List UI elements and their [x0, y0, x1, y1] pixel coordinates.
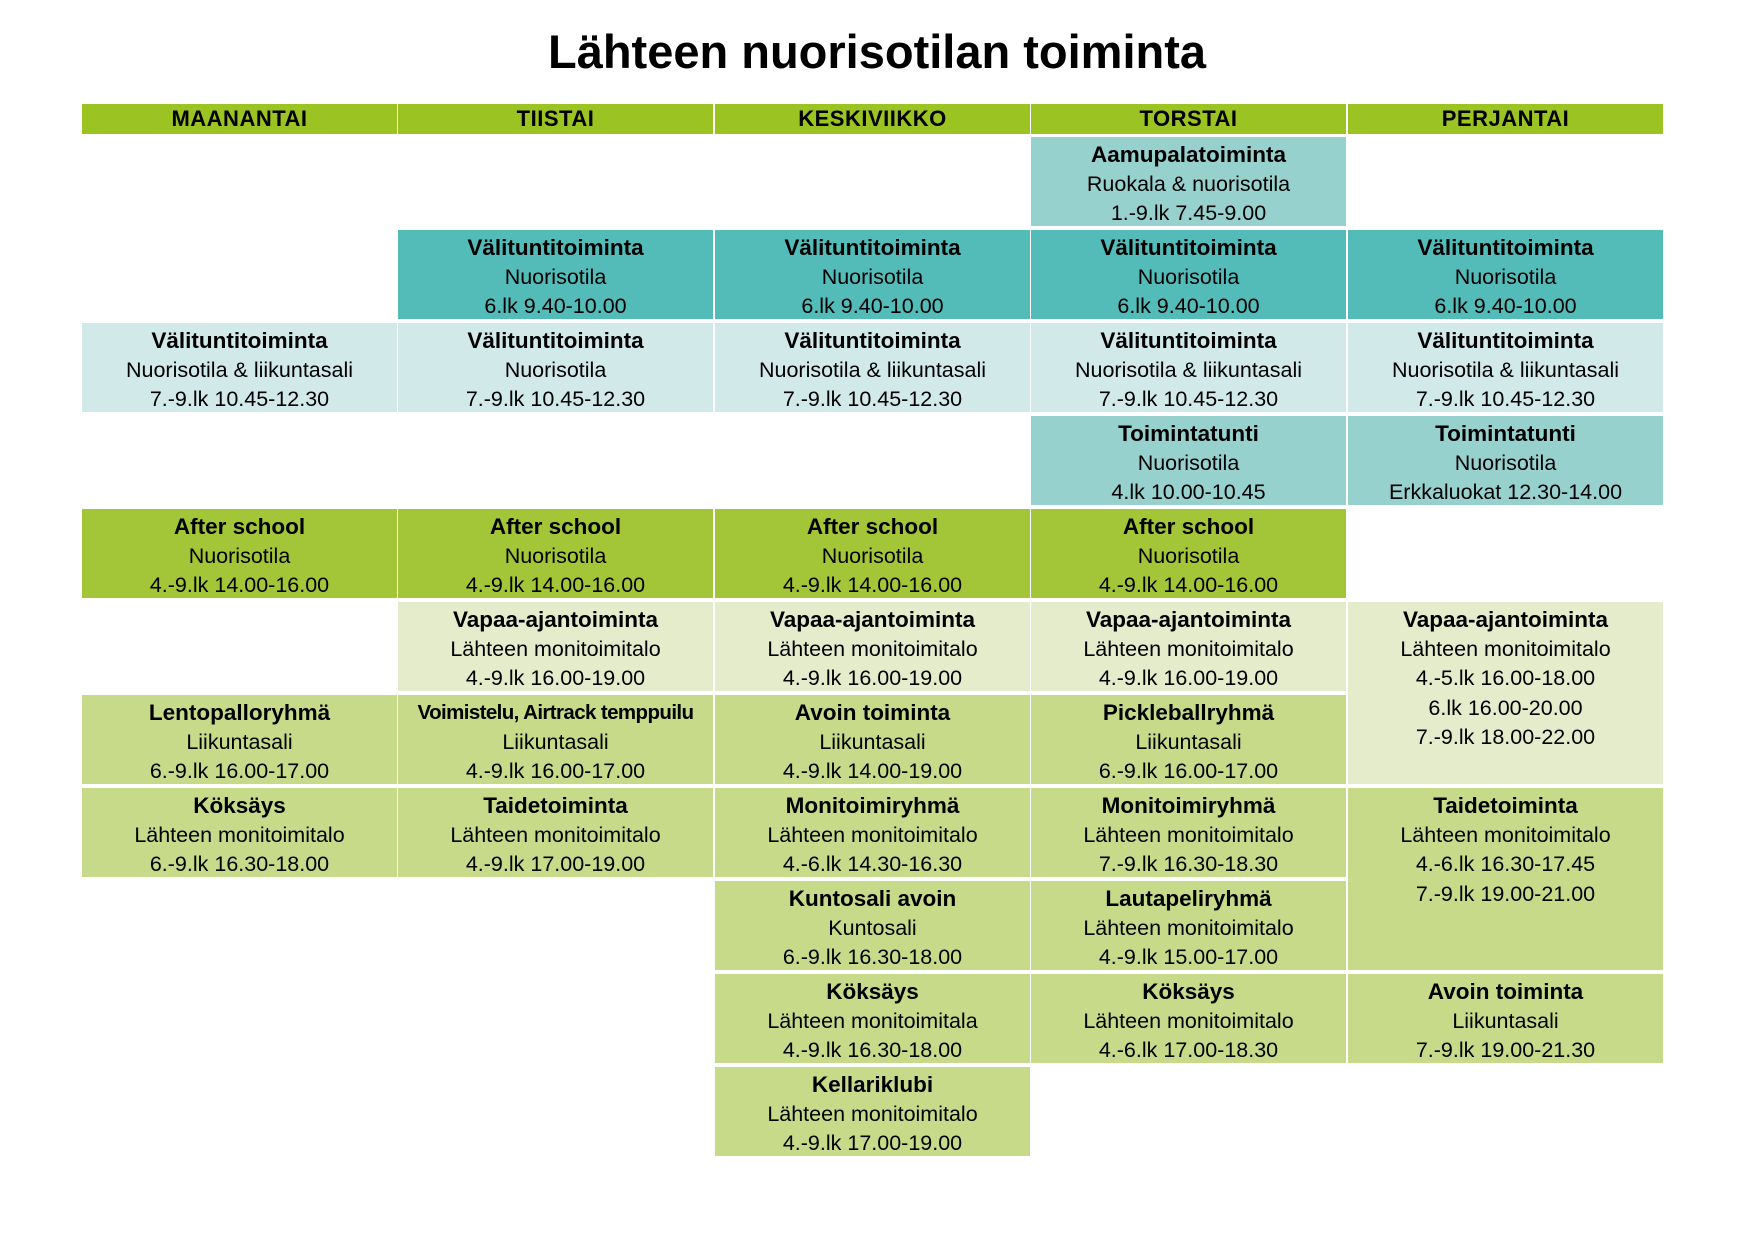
activity-location: Nuorisotila & liikuntasali — [1074, 357, 1303, 382]
activity-location: Liikuntasali — [186, 729, 293, 754]
activity-name: Välituntitoiminta — [151, 328, 328, 353]
activity-cell — [1348, 230, 1663, 319]
activity-time: 4.-9.lk 14.00-16.00 — [782, 573, 963, 597]
activity-name: Vapaa-ajantoiminta — [1085, 607, 1292, 632]
activity-time: 4.-9.lk 16.00-19.00 — [1098, 666, 1279, 690]
activity-name: Välituntitoiminta — [1417, 235, 1594, 260]
activity-location: Nuorisotila — [1137, 450, 1240, 475]
activity-name: Taidetoiminta — [483, 793, 628, 818]
activity-name: Vapaa-ajantoiminta — [1402, 607, 1609, 632]
activity-name: Köksäys — [1142, 979, 1235, 1004]
activity-cell — [715, 602, 1030, 691]
activity-location: Kuntosali — [828, 915, 917, 940]
activity-time: 4.-9.lk 15.00-17.00 — [1098, 945, 1279, 969]
activity-cell — [398, 230, 713, 319]
activity-time: 6.-9.lk 16.30-18.00 — [149, 852, 330, 876]
activity-location: Lähteen monitoimitala — [767, 1008, 978, 1033]
activity-location: Lähteen monitoimitalo — [767, 1101, 978, 1126]
activity-time: 7.-9.lk 10.45-12.30 — [1098, 387, 1279, 411]
activity-name: Välituntitoiminta — [784, 328, 961, 353]
activity-cell — [715, 509, 1030, 598]
activity-name: Vapaa-ajantoiminta — [452, 607, 659, 632]
activity-cell — [1348, 602, 1663, 784]
activity-location: Nuorisotila — [821, 543, 924, 568]
activity-time: 4.-9.lk 14.00-16.00 — [465, 573, 646, 597]
activity-time: 6.lk 9.40-10.00 — [484, 294, 627, 318]
activity-name: Taidetoiminta — [1433, 793, 1578, 818]
activity-cell — [1031, 881, 1346, 970]
activity-location: Nuorisotila & liikuntasali — [758, 357, 987, 382]
activity-name: Välituntitoiminta — [1417, 328, 1594, 353]
activity-name: Vapaa-ajantoiminta — [769, 607, 976, 632]
activity-time: 4.-9.lk 17.00-19.00 — [465, 852, 646, 876]
activity-name: Monitoimiryhmä — [785, 793, 960, 818]
activity-time: 4.-6.lk 17.00-18.30 — [1098, 1038, 1279, 1062]
activity-location: Lähteen monitoimitalo — [1400, 636, 1611, 661]
activity-location: Nuorisotila — [1137, 264, 1240, 289]
activity-name: Välituntitoiminta — [784, 235, 961, 260]
activity-name: Kellariklubi — [811, 1072, 934, 1097]
activity-time: 6.-9.lk 16.00-17.00 — [1098, 759, 1279, 783]
activity-cell — [715, 974, 1030, 1063]
activity-cell — [82, 788, 397, 877]
activity-name: Välituntitoiminta — [467, 235, 644, 260]
activity-time: 4.-9.lk 16.00-19.00 — [465, 666, 646, 690]
activity-time: 7.-9.lk 18.00-22.00 — [1415, 725, 1596, 749]
activity-time: 4.lk 10.00-10.45 — [1111, 480, 1266, 504]
activity-cell — [715, 695, 1030, 784]
activity-time: 4.-9.lk 14.00-16.00 — [149, 573, 330, 597]
day-header-maanantai: MAANANTAI — [82, 104, 397, 134]
activity-name: After school — [173, 514, 306, 539]
activity-name: Avoin toiminta — [1427, 979, 1584, 1004]
activity-location: Nuorisotila — [504, 264, 607, 289]
activity-cell — [398, 323, 713, 412]
activity-location: Lähteen monitoimitalo — [1083, 915, 1294, 940]
activity-cell — [1031, 509, 1346, 598]
activity-location: Liikuntasali — [1452, 1008, 1559, 1033]
activity-name: After school — [1122, 514, 1255, 539]
activity-name: Lentopalloryhmä — [148, 700, 331, 725]
activity-time: 4.-9.lk 17.00-19.00 — [782, 1131, 963, 1155]
activity-name: Toimintatunti — [1435, 421, 1576, 446]
activity-cell — [1348, 323, 1663, 412]
activity-name: Aamupalatoiminta — [1090, 142, 1287, 167]
activity-time: 7.-9.lk 19.00-21.30 — [1415, 1038, 1596, 1062]
activity-time: 7.-9.lk 10.45-12.30 — [782, 387, 963, 411]
activity-name: Kuntosali avoin — [788, 886, 957, 911]
activity-location: Liikuntasali — [819, 729, 926, 754]
activity-location: Lähteen monitoimitalo — [1083, 822, 1294, 847]
activity-name: Avoin toiminta — [794, 700, 951, 725]
page-title: Lähteen nuorisotilan toiminta — [547, 25, 1207, 78]
activity-cell — [1031, 416, 1346, 505]
activity-time: 6.lk 9.40-10.00 — [1434, 294, 1577, 318]
activity-location: Liikuntasali — [1135, 729, 1242, 754]
activity-time: 4.-5.lk 16.00-18.00 — [1415, 666, 1596, 690]
activity-cell — [82, 323, 397, 412]
activity-name: Köksäys — [193, 793, 286, 818]
activity-time: 7.-9.lk 10.45-12.30 — [1415, 387, 1596, 411]
activity-name: Pickleballryhmä — [1102, 700, 1275, 725]
day-header-tiistai: TIISTAI — [398, 104, 713, 134]
activity-cell — [398, 695, 713, 784]
activity-location: Nuorisotila — [821, 264, 924, 289]
activity-location: Nuorisotila & liikuntasali — [1391, 357, 1620, 382]
activity-location: Lähteen monitoimitalo — [767, 636, 978, 661]
activity-cell — [1031, 230, 1346, 319]
activity-location: Lähteen monitoimitalo — [1400, 822, 1611, 847]
activity-location: Lähteen monitoimitalo — [1083, 636, 1294, 661]
activity-cell — [82, 509, 397, 598]
activity-time: 6.-9.lk 16.00-17.00 — [149, 759, 330, 783]
activity-time: 7.-9.lk 19.00-21.00 — [1415, 881, 1596, 906]
activity-time: 6.lk 9.40-10.00 — [1117, 294, 1260, 318]
activity-location: Nuorisotila — [1454, 450, 1557, 475]
activity-time: 4.-9.lk 14.00-16.00 — [1098, 573, 1279, 597]
activity-cell — [1348, 416, 1663, 505]
activity-cell — [1031, 137, 1346, 226]
activity-location: Lähteen monitoimitalo — [134, 822, 345, 847]
activity-location: Nuorisotila — [504, 357, 607, 382]
day-header-keskiviikko: KESKIVIIKKO — [715, 104, 1030, 134]
activity-name: Monitoimiryhmä — [1101, 793, 1276, 818]
activity-location: Nuorisotila — [188, 543, 291, 568]
activity-cell — [398, 788, 713, 877]
activity-time: 4.-6.lk 16.30-17.45 — [1415, 852, 1596, 876]
activity-time: 7.-9.lk 16.30-18.30 — [1098, 852, 1279, 876]
activity-name: Voimistelu, Airtrack temppuilu — [417, 701, 694, 724]
activity-location: Lähteen monitoimitalo — [767, 822, 978, 847]
activity-location: Lähteen monitoimitalo — [1083, 1008, 1294, 1033]
activity-cell — [715, 881, 1030, 970]
activity-time: 4.-9.lk 16.30-18.00 — [782, 1038, 963, 1062]
day-header-torstai: TORSTAI — [1031, 104, 1346, 134]
activity-location: Lähteen monitoimitalo — [450, 822, 661, 847]
activity-time: 7.-9.lk 10.45-12.30 — [465, 387, 646, 411]
activity-name: After school — [489, 514, 622, 539]
activity-time: 4.-6.lk 14.30-16.30 — [782, 852, 963, 876]
activity-cell — [715, 323, 1030, 412]
activity-location: Nuorisotila — [1454, 264, 1557, 289]
activity-time: 6.-9.lk 16.30-18.00 — [782, 945, 963, 969]
activity-cell — [715, 230, 1030, 319]
activity-location: Ruokala & nuorisotila — [1086, 171, 1291, 196]
activity-location: Nuorisotila — [1137, 543, 1240, 568]
activity-cell — [1031, 788, 1346, 877]
activity-time: 6.lk 9.40-10.00 — [801, 294, 944, 318]
activity-location: Nuorisotila — [504, 543, 607, 568]
activity-name: After school — [806, 514, 939, 539]
activity-cell — [1031, 602, 1346, 691]
activity-cell — [1031, 695, 1346, 784]
activity-time: 7.-9.lk 10.45-12.30 — [149, 387, 330, 411]
day-header-perjantai: PERJANTAI — [1348, 104, 1663, 134]
activity-cell — [82, 695, 397, 784]
activity-cell — [398, 602, 713, 691]
activity-cell — [1348, 788, 1663, 970]
activity-location: Lähteen monitoimitalo — [450, 636, 661, 661]
activity-time: Erkkaluokat 12.30-14.00 — [1388, 480, 1623, 504]
activity-cell — [398, 509, 713, 598]
activity-name: Lautapeliryhmä — [1105, 886, 1272, 911]
activity-location: Liikuntasali — [502, 729, 609, 754]
activity-time: 4.-9.lk 14.00-19.00 — [782, 759, 963, 783]
activity-name: Välituntitoiminta — [1100, 328, 1277, 353]
activity-name: Toimintatunti — [1118, 421, 1259, 446]
activity-cell — [715, 788, 1030, 877]
activity-time: 6.lk 16.00-20.00 — [1428, 695, 1583, 720]
activity-cell — [1031, 323, 1346, 412]
activity-location: Nuorisotila & liikuntasali — [125, 357, 354, 382]
activity-name: Köksäys — [826, 979, 919, 1004]
activity-cell — [1348, 974, 1663, 1063]
activity-time: 4.-9.lk 16.00-19.00 — [782, 666, 963, 690]
activity-time: 1.-9.lk 7.45-9.00 — [1110, 201, 1267, 225]
activity-time: 4.-9.lk 16.00-17.00 — [465, 759, 646, 783]
activity-name: Välituntitoiminta — [1100, 235, 1277, 260]
activity-name: Välituntitoiminta — [467, 328, 644, 353]
activity-cell — [715, 1067, 1030, 1156]
activity-cell — [1031, 974, 1346, 1063]
